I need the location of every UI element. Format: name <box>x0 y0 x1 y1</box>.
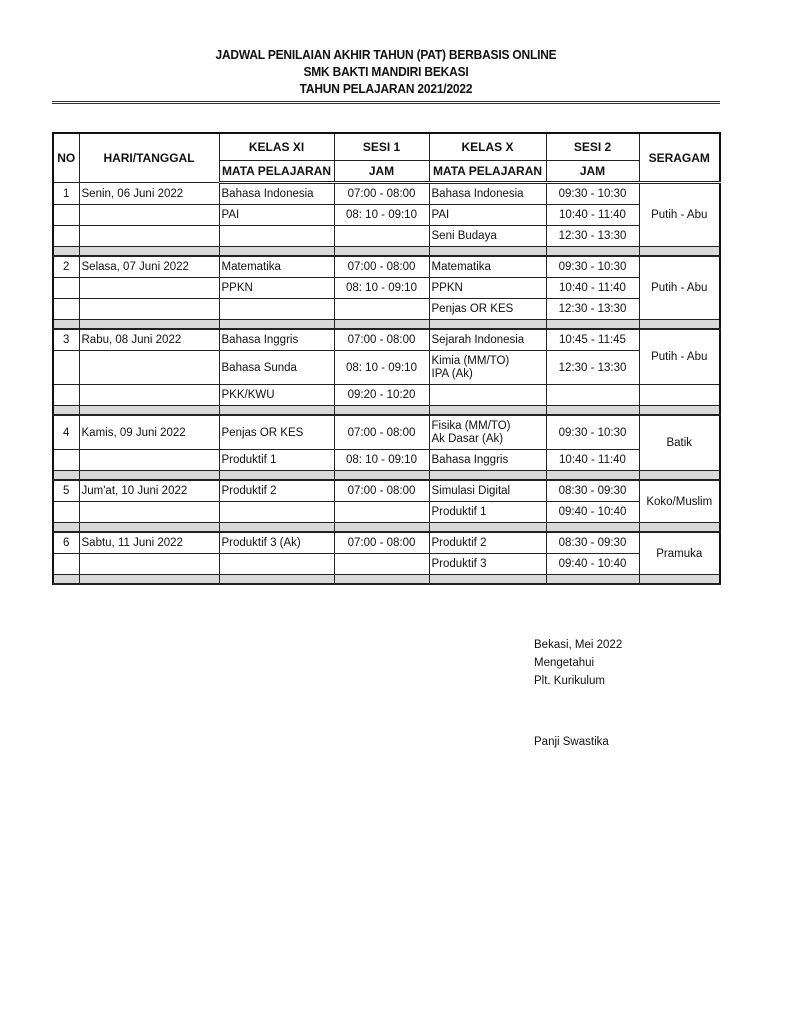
subject-x: Seni Budaya <box>429 226 546 247</box>
day-date: Sabtu, 11 Juni 2022 <box>79 532 219 554</box>
table-row <box>53 532 720 554</box>
table-row <box>53 502 720 523</box>
time-2: 08:30 - 09:30 <box>546 532 639 554</box>
time-2: 09:30 - 10:30 <box>546 415 639 450</box>
subject-x-line-2: IPA (Ak) <box>431 367 473 380</box>
time-2: 10:45 - 11:45 <box>546 329 639 351</box>
empty-cell <box>53 351 79 385</box>
time-2: 12:30 - 13:30 <box>546 226 639 247</box>
day-number: 3 <box>53 329 79 351</box>
table-row <box>53 554 720 575</box>
time-2: 12:30 - 13:30 <box>546 351 639 385</box>
table-row <box>53 329 720 351</box>
separator-row <box>53 471 720 481</box>
day-number: 4 <box>53 415 79 450</box>
day-number: 1 <box>53 183 79 205</box>
time-1 <box>334 226 429 247</box>
time-2: 10:40 - 11:40 <box>546 450 639 471</box>
separator-row <box>53 406 720 416</box>
time-1: 07:00 - 08:00 <box>334 532 429 554</box>
exam-schedule-table <box>52 132 721 585</box>
header-kelas-x: KELAS X <box>429 133 546 161</box>
empty-cell <box>53 450 79 471</box>
empty-cell <box>79 299 219 320</box>
separator-row <box>53 523 720 533</box>
day-date: Selasa, 07 Juni 2022 <box>79 256 219 278</box>
title-line-3: TAHUN PELAJARAN 2021/2022 <box>299 81 473 96</box>
table-row <box>53 299 720 320</box>
empty-cell <box>79 351 219 385</box>
time-1: 08: 10 - 09:10 <box>334 351 429 385</box>
empty-cell <box>79 205 219 226</box>
header-subject-xi: MATA PELAJARAN <box>219 161 334 183</box>
subject-xi: Produktif 1 <box>219 450 334 471</box>
separator-row <box>53 575 720 585</box>
empty-cell <box>53 554 79 575</box>
subject-x: Penjas OR KES <box>429 299 546 320</box>
time-2: 09:30 - 10:30 <box>546 183 639 205</box>
table-row <box>53 450 720 471</box>
subject-x: Simulasi Digital <box>429 480 546 502</box>
subject-x: Bahasa Inggris <box>429 450 546 471</box>
subject-x-line-1: Fisika (MM/TO) <box>431 419 511 432</box>
subject-xi <box>219 299 334 320</box>
empty-cell <box>53 385 79 406</box>
subject-xi: PAI <box>219 205 334 226</box>
empty-cell <box>79 554 219 575</box>
empty-cell <box>53 226 79 247</box>
time-2: 12:30 - 13:30 <box>546 299 639 320</box>
day-date: Senin, 06 Juni 2022 <box>79 183 219 205</box>
empty-cell <box>53 278 79 299</box>
time-1 <box>334 299 429 320</box>
day-date: Kamis, 09 Juni 2022 <box>79 415 219 450</box>
empty-cell <box>79 278 219 299</box>
table-row <box>53 480 720 502</box>
time-1: 07:00 - 08:00 <box>334 480 429 502</box>
uniform-cell: Putih - Abu <box>639 256 720 320</box>
subject-x: PPKN <box>429 278 546 299</box>
subject-xi: Bahasa Inggris <box>219 329 334 351</box>
subject-x: Produktif 2 <box>429 532 546 554</box>
time-1: 08: 10 - 09:10 <box>334 205 429 226</box>
subject-x: PAI <box>429 205 546 226</box>
table-row <box>53 415 720 450</box>
empty-cell <box>79 450 219 471</box>
day-number: 5 <box>53 480 79 502</box>
subject-xi: Matematika <box>219 256 334 278</box>
time-1: 08: 10 - 09:10 <box>334 278 429 299</box>
uniform-cell: Putih - Abu <box>639 329 720 385</box>
header-day: HARI/TANGGAL <box>79 133 219 183</box>
subject-x: Produktif 1 <box>429 502 546 523</box>
empty-cell <box>79 502 219 523</box>
subject-x: Sejarah Indonesia <box>429 329 546 351</box>
title-double-rule <box>52 101 720 104</box>
header-uniform: SERAGAM <box>639 133 720 183</box>
empty-cell <box>53 502 79 523</box>
subject-xi: Penjas OR KES <box>219 415 334 450</box>
time-2: 10:40 - 11:40 <box>546 205 639 226</box>
subject-xi: Bahasa Sunda <box>219 351 334 385</box>
table-row <box>53 351 720 385</box>
empty-cell <box>79 226 219 247</box>
day-number: 2 <box>53 256 79 278</box>
subject-x: Produktif 3 <box>429 554 546 575</box>
table-row <box>53 226 720 247</box>
time-1: 07:00 - 08:00 <box>334 256 429 278</box>
title-line-2: SMK BAKTI MANDIRI BEKASI <box>303 64 469 79</box>
signature-name: Panji Swastika <box>534 736 609 748</box>
signature-place-date: Bekasi, Mei 2022 <box>534 639 623 651</box>
time-1: 07:00 - 08:00 <box>334 415 429 450</box>
time-2: 08:30 - 09:30 <box>546 480 639 502</box>
subject-x-line-1: Kimia (MM/TO) <box>431 354 510 367</box>
uniform-cell: Pramuka <box>639 532 720 575</box>
subject-xi: Produktif 3 (Ak) <box>219 532 334 554</box>
uniform-cell: Koko/Muslim <box>639 480 720 523</box>
header-sesi-1: SESI 1 <box>334 133 429 161</box>
subject-x: Bahasa Indonesia <box>429 183 546 205</box>
time-2 <box>546 385 639 406</box>
table-row <box>53 256 720 278</box>
day-date: Rabu, 08 Juni 2022 <box>79 329 219 351</box>
table-row <box>53 205 720 226</box>
time-1: 08: 10 - 09:10 <box>334 450 429 471</box>
time-1: 07:00 - 08:00 <box>334 329 429 351</box>
subject-xi: PKK/KWU <box>219 385 334 406</box>
empty-cell <box>79 385 219 406</box>
signature-block <box>534 636 622 690</box>
header-sesi-2: SESI 2 <box>546 133 639 161</box>
time-1: 09:20 - 10:20 <box>334 385 429 406</box>
title-line-1: JADWAL PENILAIAN AKHIR TAHUN (PAT) BERBASIS ONLINE <box>215 47 557 62</box>
time-1: 07:00 - 08:00 <box>334 183 429 205</box>
time-2: 09:40 - 10:40 <box>546 502 639 523</box>
subject-x: Matematika <box>429 256 546 278</box>
empty-cell <box>53 205 79 226</box>
table-row <box>53 385 720 406</box>
document-title <box>52 46 720 97</box>
subject-x-line-2: Ak Dasar (Ak) <box>431 432 504 445</box>
subject-xi <box>219 226 334 247</box>
subject-x <box>429 415 546 450</box>
subject-xi <box>219 554 334 575</box>
signature-role: Plt. Kurikulum <box>534 675 605 687</box>
uniform-cell: Batik <box>639 415 720 471</box>
header-time-2: JAM <box>546 161 639 183</box>
uniform-cell: Putih - Abu <box>639 183 720 247</box>
separator-row <box>53 320 720 330</box>
header-time-1: JAM <box>334 161 429 183</box>
subject-xi: Produktif 2 <box>219 480 334 502</box>
subject-xi: Bahasa Indonesia <box>219 183 334 205</box>
time-2: 10:40 - 11:40 <box>546 278 639 299</box>
time-2: 09:30 - 10:30 <box>546 256 639 278</box>
subject-x <box>429 385 546 406</box>
table-row <box>53 278 720 299</box>
header-kelas-xi: KELAS XI <box>219 133 334 161</box>
day-number: 6 <box>53 532 79 554</box>
subject-xi: PPKN <box>219 278 334 299</box>
subject-xi <box>219 502 334 523</box>
signature-acknowledged: Mengetahui <box>534 657 595 669</box>
header-no: NO <box>53 133 79 183</box>
time-2: 09:40 - 10:40 <box>546 554 639 575</box>
header-subject-x: MATA PELAJARAN <box>429 161 546 183</box>
empty-cell <box>53 299 79 320</box>
time-1 <box>334 502 429 523</box>
empty-cell <box>639 385 720 406</box>
table-row <box>53 183 720 205</box>
separator-row <box>53 247 720 257</box>
time-1 <box>334 554 429 575</box>
day-date: Jum'at, 10 Juni 2022 <box>79 480 219 502</box>
subject-x <box>429 351 546 385</box>
